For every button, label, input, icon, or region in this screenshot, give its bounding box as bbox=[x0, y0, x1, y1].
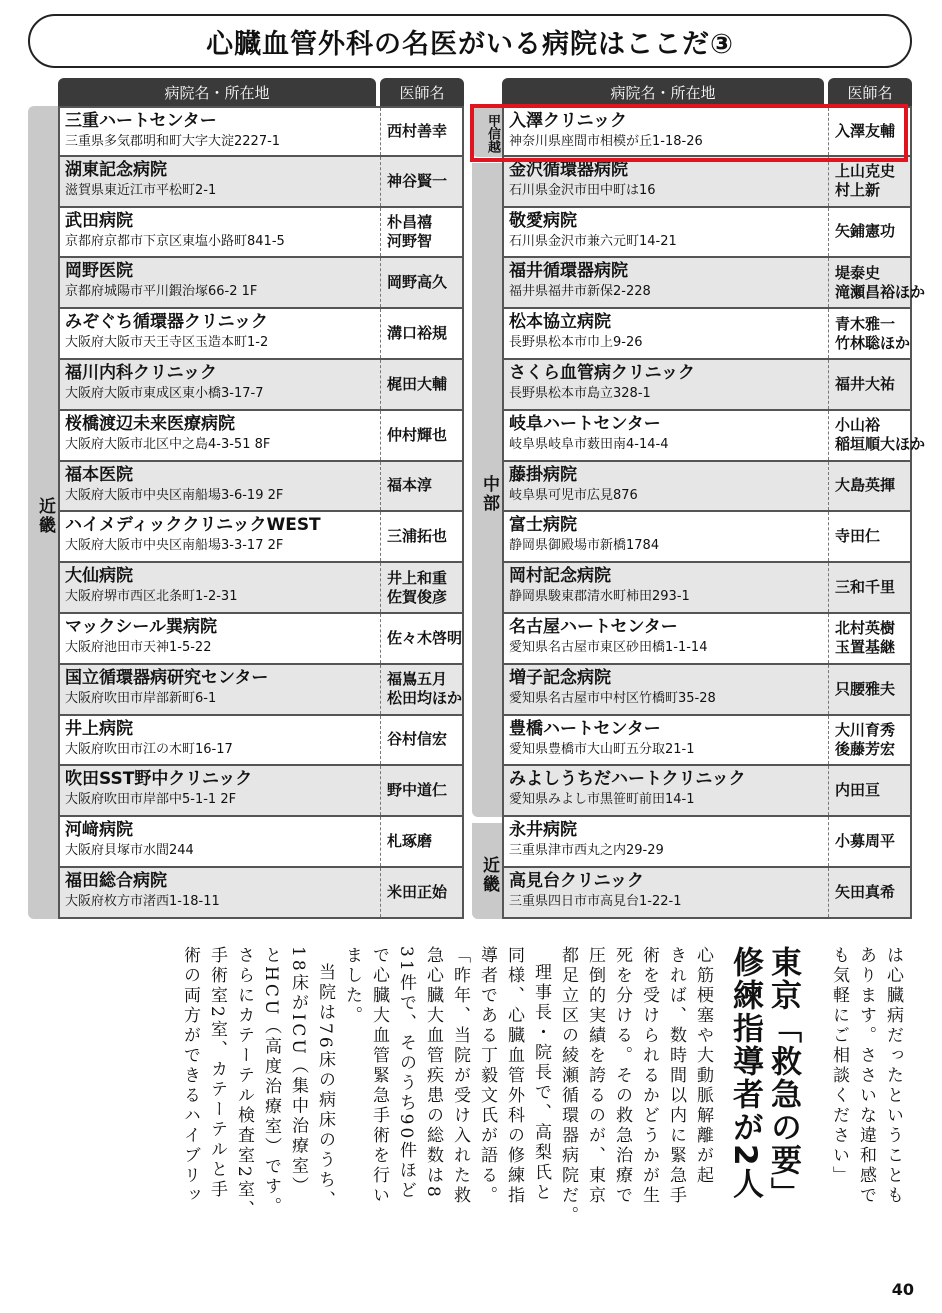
region-label: 近畿 bbox=[28, 106, 58, 919]
doctor-cell bbox=[380, 360, 464, 409]
table-row bbox=[58, 716, 464, 767]
doctor-name: 福井大祐 bbox=[835, 374, 896, 393]
doctor-cell bbox=[828, 208, 912, 257]
hospital-name: 福本医院 bbox=[65, 464, 133, 485]
doctor-cell bbox=[828, 665, 912, 714]
hospital-name: 増子記念病院 bbox=[509, 667, 611, 688]
hospital-name: 岐阜ハートセンター bbox=[509, 413, 661, 434]
doctor-name: 矢鋪憲功 bbox=[835, 222, 896, 241]
hospital-cell bbox=[58, 258, 380, 307]
hospital-cell bbox=[58, 108, 380, 155]
table-row bbox=[58, 817, 464, 868]
hospital-cell bbox=[58, 462, 380, 511]
doctor-name: 福本淳 bbox=[387, 476, 433, 495]
hospital-name: 井上病院 bbox=[65, 718, 133, 739]
table-row bbox=[58, 766, 464, 817]
hospital-cell bbox=[502, 157, 828, 206]
hospital-address: 長野県松本市巾上9-26 bbox=[509, 335, 643, 351]
text-line: も気軽にご相談ください」 bbox=[829, 946, 849, 1186]
doctor-name: 三浦拓也 bbox=[387, 527, 448, 546]
doctor-name: 内田亘 bbox=[835, 781, 881, 800]
hospital-cell bbox=[502, 614, 828, 663]
text-line: 同様、心臓血管外科の修練指 bbox=[504, 946, 524, 1206]
table-row bbox=[58, 614, 464, 665]
hospital-address: 三重県四日市市高見台1-22-1 bbox=[509, 893, 682, 909]
doctor-name: 上山克史 bbox=[835, 162, 896, 181]
table-row bbox=[502, 512, 912, 563]
hospital-cell bbox=[502, 411, 828, 460]
hospital-name: 松本協立病院 bbox=[509, 312, 611, 333]
doctor-cell bbox=[828, 614, 912, 663]
doctor-cell bbox=[380, 665, 464, 714]
text-line: 急心臓大血管疾患の総数は8 bbox=[423, 946, 443, 1200]
table-row bbox=[58, 360, 464, 411]
hospital-address: 愛知県名古屋市東区砂田橋1-1-14 bbox=[509, 639, 708, 655]
hospital-address: 京都府京都市下京区東塩小路町841-5 bbox=[65, 233, 285, 249]
doctor-cell bbox=[380, 716, 464, 765]
table-row bbox=[502, 665, 912, 716]
hospital-name: 国立循環器病研究センター bbox=[65, 667, 269, 688]
doctor-cell bbox=[828, 258, 926, 307]
doctor-cell bbox=[380, 157, 464, 206]
hospital-address: 大阪府吹田市江の木町16-17 bbox=[65, 741, 233, 757]
text-line: 31件で、そのうち90件ほど bbox=[396, 946, 416, 1202]
hospital-address: 大阪府大阪市北区中之島4-3-51 8F bbox=[65, 436, 271, 452]
hospital-cell bbox=[58, 208, 380, 257]
doctor-name: 入澤友輔 bbox=[835, 121, 896, 140]
region-label: 近畿 bbox=[472, 817, 502, 919]
hospital-name: 豊橋ハートセンター bbox=[509, 718, 661, 739]
doctor-name: 稲垣順大ほか bbox=[835, 435, 926, 454]
hospital-cell bbox=[58, 157, 380, 206]
table-header bbox=[502, 78, 912, 106]
text-line: 圧倒的実績を誇るのが、東京 bbox=[585, 946, 605, 1206]
hospital-cell bbox=[58, 411, 380, 460]
page-number: 40 bbox=[891, 1280, 914, 1299]
hospital-cell bbox=[58, 868, 380, 917]
doctor-cell bbox=[828, 462, 912, 511]
highlight-box bbox=[470, 104, 908, 162]
text-line: 術の両方ができるハイブリッ bbox=[180, 946, 200, 1206]
doctor-name: 堤泰史 bbox=[835, 263, 881, 282]
header-doctor: 医師名 bbox=[828, 78, 912, 106]
page-title: 心臓血管外科の名医がいる病院はここだ③ bbox=[28, 14, 912, 68]
table-rows bbox=[58, 106, 464, 919]
region-column bbox=[472, 106, 502, 919]
doctor-name: 神谷賢一 bbox=[387, 171, 448, 190]
hospital-name: マックシール巽病院 bbox=[65, 616, 217, 637]
hospital-cell bbox=[58, 817, 380, 866]
hospital-address: 長野県松本市島立328-1 bbox=[509, 385, 651, 401]
doctor-name: 後藤芳宏 bbox=[835, 739, 896, 758]
table-row bbox=[502, 766, 912, 817]
hospital-address: 静岡県御殿場市新橋1784 bbox=[509, 538, 660, 554]
text-line: 導者である丁毅文氏が語る。 bbox=[477, 946, 497, 1206]
hospital-cell bbox=[502, 868, 828, 917]
table-row bbox=[58, 309, 464, 360]
hospital-name: 金沢循環器病院 bbox=[509, 159, 628, 180]
doctor-name: 滝瀬昌裕ほか bbox=[835, 282, 926, 301]
table-row bbox=[58, 106, 464, 157]
table-row bbox=[58, 563, 464, 614]
table-row bbox=[58, 157, 464, 208]
doctor-name: 福嶌五月 bbox=[387, 670, 448, 689]
doctor-name: 矢田真希 bbox=[835, 882, 896, 901]
doctor-name: 大島英揮 bbox=[835, 476, 896, 495]
table-row bbox=[58, 512, 464, 563]
doctor-name: 三和千里 bbox=[835, 578, 896, 597]
text-line: 死を分ける。その救急治療で bbox=[612, 946, 632, 1206]
hospital-address: 大阪府大阪市中央区南船場3-6-19 2F bbox=[65, 487, 284, 503]
table-row bbox=[502, 716, 912, 767]
hospital-name: 入澤クリニック bbox=[509, 111, 627, 131]
hospital-name: 武田病院 bbox=[65, 210, 133, 231]
hospital-name: さくら血管病クリニック bbox=[509, 362, 695, 383]
doctor-name: 玉置基継 bbox=[835, 638, 896, 657]
header-hospital: 病院名・所在地 bbox=[58, 78, 376, 106]
hospital-cell bbox=[502, 563, 828, 612]
hospital-cell bbox=[502, 208, 828, 257]
hospital-address: 岐阜県可児市広見876 bbox=[509, 487, 638, 503]
doctor-name: 河野智 bbox=[387, 231, 433, 250]
hospital-cell bbox=[58, 716, 380, 765]
doctor-name: 寺田仁 bbox=[835, 527, 881, 546]
region-label: 甲信越 bbox=[472, 106, 502, 157]
hospital-name: 藤掛病院 bbox=[509, 464, 577, 485]
table-header bbox=[58, 78, 464, 106]
doctor-name: 只腰雅夫 bbox=[835, 679, 896, 698]
hospital-name: 富士病院 bbox=[509, 515, 577, 536]
hospital-address: 静岡県駿東郡清水町柿田293-1 bbox=[509, 589, 690, 605]
doctor-cell bbox=[380, 462, 464, 511]
hospital-address: 京都府城陽市平川鍜治塚66-2 1F bbox=[65, 284, 258, 300]
table-row bbox=[502, 563, 912, 614]
hospital-table-right bbox=[472, 78, 926, 919]
region-column bbox=[28, 106, 58, 919]
hospital-name: 福井循環器病院 bbox=[509, 261, 628, 282]
hospital-name: 福田総合病院 bbox=[65, 870, 167, 891]
hospital-address: 三重県多気郡明和町大字大淀2227-1 bbox=[65, 134, 281, 149]
table-row bbox=[58, 868, 464, 919]
hospital-name: みよしうちだハートクリニック bbox=[509, 769, 746, 790]
doctor-name: 大川育秀 bbox=[835, 720, 896, 739]
hospital-name: 永井病院 bbox=[509, 820, 577, 841]
doctor-cell bbox=[828, 563, 912, 612]
table-row bbox=[58, 411, 464, 462]
hospital-cell bbox=[502, 309, 828, 358]
text-line: は心臓病だったということも bbox=[883, 946, 903, 1206]
text-line: 理事長・院長で、高梨氏と bbox=[531, 963, 551, 1203]
table-row bbox=[502, 157, 912, 208]
hospital-address: 大阪府池田市天神1-5-22 bbox=[65, 639, 212, 655]
doctor-cell bbox=[380, 817, 464, 866]
text-line: 18床がICU（集中治療室） bbox=[288, 946, 308, 1197]
article bbox=[40, 946, 906, 1246]
hospital-cell bbox=[58, 309, 380, 358]
hospital-name: みぞぐち循環器クリニック bbox=[65, 312, 268, 333]
table-row bbox=[502, 817, 912, 868]
table-row bbox=[502, 208, 912, 259]
doctor-cell bbox=[828, 309, 912, 358]
hospital-name: 河﨑病院 bbox=[65, 820, 133, 841]
doctor-cell bbox=[380, 411, 464, 460]
table-row bbox=[502, 462, 912, 513]
text-line: 東京「救急の要」 bbox=[765, 946, 801, 1210]
doctor-cell bbox=[380, 563, 464, 612]
doctor-cell bbox=[828, 868, 912, 917]
text-line: 都足立区の綾瀬循環器病院だ。 bbox=[558, 946, 578, 1226]
doctor-cell bbox=[828, 512, 912, 561]
hospital-name: 高見台クリニック bbox=[509, 870, 644, 891]
doctor-cell bbox=[828, 716, 912, 765]
doctor-name: 松田均ほか bbox=[387, 689, 463, 708]
doctor-name: 佐々木啓明 bbox=[387, 628, 463, 647]
hospital-address: 大阪府吹田市岸部中5-1-1 2F bbox=[65, 792, 237, 808]
hospital-cell bbox=[502, 817, 828, 866]
hospital-name: 大仙病院 bbox=[65, 566, 133, 587]
doctor-cell bbox=[380, 614, 464, 663]
header-hospital: 病院名・所在地 bbox=[502, 78, 824, 106]
hospital-name: 敬愛病院 bbox=[509, 210, 577, 231]
text-line: 当院は76床の病床のうち、 bbox=[315, 963, 335, 1211]
text-line: さらにカテーテル検査室2室、 bbox=[234, 946, 254, 1220]
hospital-cell bbox=[58, 512, 380, 561]
text-line: 手術室2室、カテーテルと手 bbox=[207, 946, 227, 1200]
hospital-address: 大阪府大阪市天王寺区玉造本町1-2 bbox=[65, 335, 269, 351]
doctor-name: 佐賀俊彦 bbox=[387, 587, 448, 606]
hospital-name: 三重ハートセンター bbox=[65, 111, 217, 131]
hospital-name: 桜橋渡辺未来医療病院 bbox=[65, 413, 235, 434]
hospital-address: 大阪府貝塚市水間244 bbox=[65, 843, 194, 859]
doctor-name: 村上新 bbox=[835, 181, 881, 200]
hospital-name: 岡村記念病院 bbox=[509, 566, 611, 587]
hospital-cell bbox=[58, 360, 380, 409]
table-row bbox=[58, 462, 464, 513]
hospital-address: 三重県津市西丸之内29-29 bbox=[509, 843, 664, 859]
doctor-name: 竹林聡ほか bbox=[835, 333, 911, 352]
hospital-address: 愛知県名古屋市中村区竹橋町35-28 bbox=[509, 690, 716, 706]
doctor-cell bbox=[828, 411, 926, 460]
hospital-name: 岡野医院 bbox=[65, 261, 133, 282]
doctor-name: 米田正始 bbox=[387, 882, 448, 901]
article-headline bbox=[726, 946, 802, 1210]
doctor-name: 井上和重 bbox=[387, 568, 448, 587]
doctor-name: 谷村信宏 bbox=[387, 730, 448, 749]
doctor-cell bbox=[828, 360, 912, 409]
doctor-name: 岡野高久 bbox=[387, 273, 448, 292]
doctor-cell bbox=[380, 512, 464, 561]
hospital-name: 吹田SST野中クリニック bbox=[65, 769, 253, 790]
doctor-cell bbox=[380, 868, 464, 917]
doctor-name: 札琢磨 bbox=[387, 832, 433, 851]
doctor-cell bbox=[380, 766, 464, 815]
table-row bbox=[502, 360, 912, 411]
hospital-table-left bbox=[28, 78, 464, 919]
region-label: 中部 bbox=[472, 157, 502, 817]
header-doctor: 医師名 bbox=[380, 78, 464, 106]
article-body bbox=[176, 946, 716, 1236]
hospital-cell bbox=[58, 563, 380, 612]
hospital-cell bbox=[502, 766, 828, 815]
doctor-name: 仲村輝也 bbox=[387, 425, 448, 444]
article-lead bbox=[825, 946, 906, 1236]
hospital-cell bbox=[502, 512, 828, 561]
table-row bbox=[502, 309, 912, 360]
hospital-cell bbox=[58, 766, 380, 815]
hospital-address: 大阪府堺市西区北条町1-2-31 bbox=[65, 589, 238, 605]
text-line: 術を受けられるかどうかが生 bbox=[639, 946, 659, 1206]
doctor-name: 溝口裕規 bbox=[387, 324, 448, 343]
text-line: ました。 bbox=[342, 946, 362, 1026]
hospital-address: 愛知県豊橋市大山町五分取21-1 bbox=[509, 741, 695, 757]
table-row bbox=[502, 258, 926, 309]
doctor-name: 小山裕 bbox=[835, 416, 881, 435]
hospital-cell bbox=[502, 258, 828, 307]
doctor-cell bbox=[380, 309, 464, 358]
hospital-address: 愛知県みよし市黒笹町前田14-1 bbox=[509, 792, 695, 808]
hospital-address: 石川県金沢市田中町は16 bbox=[509, 182, 656, 198]
hospital-address: 岐阜県岐阜市薮田南4-14-4 bbox=[509, 436, 669, 452]
doctor-name: 西村善幸 bbox=[387, 121, 448, 140]
hospital-cell bbox=[58, 614, 380, 663]
doctor-name: 朴昌禧 bbox=[387, 212, 433, 231]
hospital-address: 福井県福井市新保2-228 bbox=[509, 284, 651, 300]
doctor-name: 小募周平 bbox=[835, 832, 896, 851]
doctor-name: 野中道仁 bbox=[387, 781, 448, 800]
hospital-name: 福川内科クリニック bbox=[65, 362, 217, 383]
doctor-cell bbox=[380, 258, 464, 307]
hospital-cell bbox=[502, 716, 828, 765]
table-rows bbox=[502, 106, 926, 919]
doctor-name: 梶田大輔 bbox=[387, 374, 448, 393]
hospital-address: 大阪府吹田市岸部新町6-1 bbox=[65, 690, 217, 706]
hospital-address: 神奈川県座間市相模が丘1-18-26 bbox=[509, 134, 703, 149]
table-row bbox=[502, 411, 926, 462]
hospital-cell bbox=[502, 665, 828, 714]
doctor-cell bbox=[828, 817, 912, 866]
doctor-name: 青木雅一 bbox=[835, 314, 896, 333]
table-row bbox=[58, 665, 464, 716]
hospital-name: ハイメディッククリニックWEST bbox=[65, 515, 321, 536]
hospital-name: 名古屋ハートセンター bbox=[509, 616, 678, 637]
hospital-name: 湖東記念病院 bbox=[65, 159, 167, 180]
doctor-cell bbox=[828, 766, 912, 815]
text-line: 修練指導者が2人 bbox=[727, 946, 763, 1201]
table-row bbox=[58, 208, 464, 259]
table-row bbox=[502, 868, 912, 919]
table-row bbox=[58, 258, 464, 309]
hospital-cell bbox=[58, 665, 380, 714]
text-line: で心臓大血管緊急手術を行い bbox=[369, 946, 389, 1206]
doctor-cell bbox=[380, 108, 464, 155]
doctor-cell bbox=[380, 208, 464, 257]
hospital-address: 滋賀県東近江市平松町2-1 bbox=[65, 182, 217, 198]
text-line: きれば、数時間以内に緊急手 bbox=[666, 946, 686, 1206]
text-line: 「昨年、当院が受け入れた救 bbox=[450, 946, 470, 1206]
hospital-cell bbox=[502, 462, 828, 511]
hospital-address: 石川県金沢市兼六元町14-21 bbox=[509, 233, 677, 249]
doctor-cell bbox=[828, 157, 912, 206]
text-line: あります。ささいな違和感で bbox=[856, 946, 876, 1206]
text-line: 心筋梗塞や大動脈解離が起 bbox=[693, 946, 713, 1186]
hospital-cell bbox=[502, 360, 828, 409]
hospital-address: 大阪府大阪市東成区東小橋3-17-7 bbox=[65, 385, 264, 401]
hospital-address: 大阪府枚方市渚西1-18-11 bbox=[65, 893, 220, 909]
hospital-address: 大阪府大阪市中央区南船場3-3-17 2F bbox=[65, 538, 284, 554]
doctor-name: 北村英樹 bbox=[835, 619, 896, 638]
table-row bbox=[502, 614, 912, 665]
text-line: とHCU（高度治療室）です。 bbox=[261, 946, 281, 1218]
